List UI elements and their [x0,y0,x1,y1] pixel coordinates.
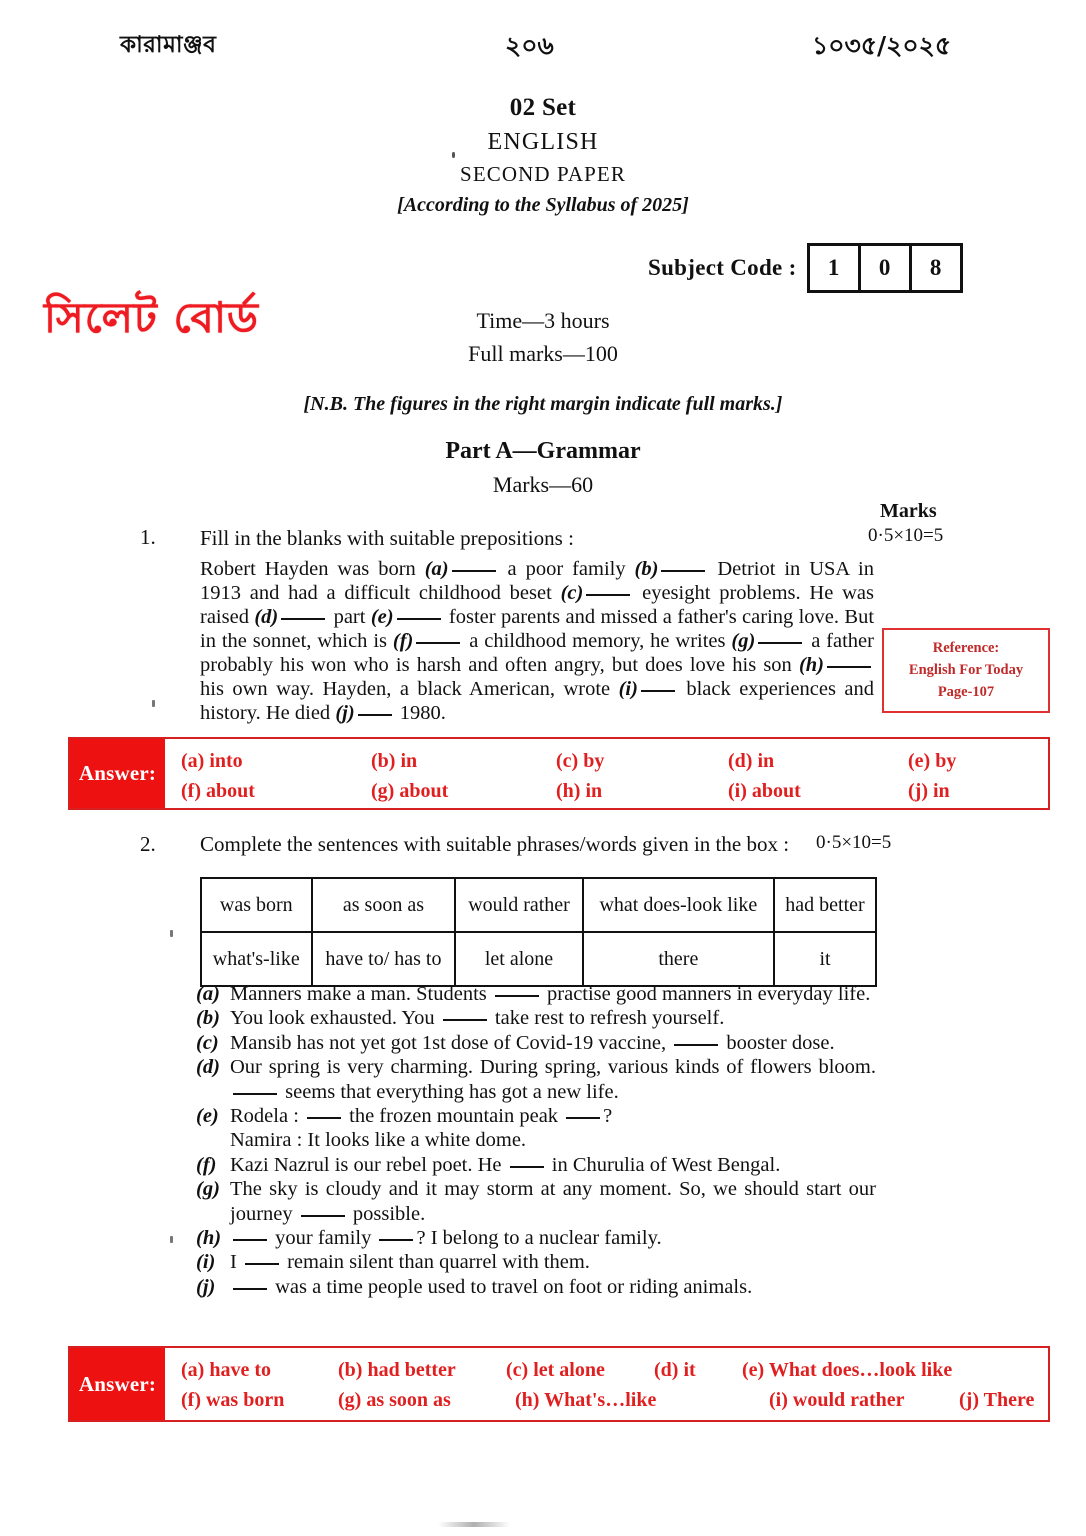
answer-item: (d) in [728,749,775,772]
blank-line [358,703,392,716]
sentence-part: possible. [347,1202,426,1225]
answer-item: (c) by [556,749,605,772]
question-1-passage [200,557,874,725]
answer-item: (h) What's…like [515,1388,657,1411]
item-text [230,1250,876,1274]
item-text [230,1153,876,1177]
answer-content [165,1348,1048,1420]
word-bank-cell: there [583,932,774,986]
sentence-part: Kazi Nazrul is our rebel poet. He [230,1153,507,1176]
sentence-part: take rest to refresh yourself. [489,1007,725,1030]
marks-column-header: Marks [880,500,937,522]
word-bank-table [200,877,877,987]
blank-line [495,984,539,997]
word-bank-cell: let alone [455,932,582,986]
list-item [196,1055,876,1104]
word-bank-cell: was born [201,878,312,932]
answer-item: (j) There [959,1388,1035,1411]
sentence-part: You look exhausted. You [230,1007,440,1030]
answer-item: (i) about [728,779,801,802]
passage-text: a childhood memory, he writes [463,630,732,652]
passage-text: a father probably his won who is harsh and often angry, but does love his son [200,630,874,676]
subject-code-group [648,243,963,293]
item-label-c: (c) [196,1031,219,1054]
subject-code-digit: 0 [861,246,912,290]
item-text [230,1104,876,1128]
sentence-part: in Churulia of West Bengal. [546,1153,781,1176]
blank-label-j: (j) [335,702,355,724]
answer-item: (a) into [181,749,243,772]
blank-label-c: (c) [560,582,584,604]
sentence-part: remain silent than quarrel with them. [281,1251,590,1274]
answer-row [181,1385,1048,1415]
passage-text: 1980. [394,702,446,724]
item-text [230,1275,876,1299]
blank-label-b: (b) [634,558,659,580]
passage-text: his own way. Hayden, a black American, wrote [200,678,619,700]
answer-item: (i) would rather [769,1388,905,1411]
scan-artifact-tick [170,1236,173,1243]
item-text [230,1226,876,1250]
part-a-marks: Marks—60 [492,472,594,497]
exam-time-marks-block [0,308,1086,374]
sentence-part: seems that everything has got a new life. [280,1080,619,1103]
item-text [230,1006,876,1030]
board-name-stamp: সিলেট বোর্ড [44,293,259,342]
table-row [201,932,876,986]
question-2-marks: 0·5×10=5 [816,832,892,853]
list-item [196,1177,876,1226]
passage-text: part [328,606,371,628]
set-label: 02 Set [509,94,577,121]
answer-item: (j) in [908,779,950,802]
blank-line [661,559,705,572]
sentence-part: Manners make a man. Students [230,983,492,1005]
blank-line [443,1008,487,1021]
sentence-part: was a time people used to travel on foot or riding animals. [270,1275,753,1298]
answer-item: (b) in [371,749,418,772]
answer-box-question-2 [68,1346,1050,1422]
paper-title [0,162,1086,187]
item-label-h: (h) [196,1227,222,1250]
blank-line [758,631,802,644]
blank-line [586,583,630,596]
list-item [196,1275,876,1299]
answer-content [165,739,1048,808]
list-item [196,1104,876,1128]
reference-line-3: Page-107 [937,684,995,700]
blank-line [233,1277,267,1290]
dialogue-reply-line: Namira : It looks like a white dome. [230,1129,527,1152]
blank-line [827,655,871,668]
passage-text: foster parents and missed a father's caring love. But in the sonnet, which is [200,606,875,652]
question-1-stem: Fill in the blanks with suitable prepositions : [200,526,574,550]
part-a-heading: Part A—Grammar [445,438,641,464]
list-item [196,1153,876,1177]
passage-text: black experiences and history. He died [200,678,874,724]
passage-text: Detriot in USA in 1913 and had a difficult childhood beset [200,558,874,604]
word-bank-cell: what does-look like [583,878,774,932]
header-right-code-year: ১০৩৫/২০২৫ [812,31,952,60]
reference-box [882,628,1050,713]
scan-artifact-dot [452,152,455,158]
item-label-b: (b) [196,1007,220,1030]
passage-text: a poor family [498,558,635,580]
scan-artifact-tick [170,930,173,937]
word-bank-cell: as soon as [312,878,456,932]
nota-bene-note: [N.B. The figures in the right margin indicate full marks.] [303,393,783,415]
syllabus-note: [According to the Syllabus of 2025] [397,194,689,216]
blank-line [452,559,496,572]
word-bank-cell: have to/ has to [312,932,456,986]
answer-item: (f) was born [181,1388,285,1411]
header-left-bengali-label: কারামাঞ্জব [120,32,217,58]
item-label-f: (f) [196,1153,217,1176]
list-item [196,1250,876,1274]
item-label-j: (j) [196,1275,216,1298]
answer-label: Answer: [70,1348,165,1420]
blank-label-f: (f) [392,630,414,652]
blank-line [301,1204,345,1217]
item-label-d: (d) [196,1056,220,1079]
item-text [230,1177,876,1226]
exam-full-marks: Full marks—100 [468,341,618,366]
blank-line [307,1106,341,1119]
item-text [230,1055,876,1104]
sentence-part: the frozen mountain peak [344,1105,564,1128]
scan-artifact-tick [152,700,155,707]
answer-item: (f) about [181,779,255,802]
page-header-row [0,26,1086,68]
question-2-number: 2. [140,832,156,856]
blank-label-d: (d) [254,606,279,628]
list-item [196,1006,876,1030]
answer-row [181,1355,1048,1385]
sentence-part: Our spring is very charming. During spring, various kinds of flowers bloom. [230,1056,876,1079]
blank-line [233,1228,267,1241]
answer-item: (d) it [654,1358,696,1381]
blank-label-e: (e) [370,606,394,628]
sentence-part: I [230,1251,242,1274]
answer-box-question-1 [68,737,1050,810]
answer-item: (e) by [908,749,957,772]
blank-label-a: (a) [424,558,449,580]
list-item [196,982,876,1006]
answer-row [181,776,1048,806]
subject-code-label: Subject Code : [648,255,797,280]
item-text [230,1031,876,1055]
list-item [196,1226,876,1250]
sentence-part: ? [603,1105,613,1128]
question-1-number: 1. [140,525,156,549]
answer-item: (g) about [371,779,449,802]
blank-label-h: (h) [798,654,824,676]
item-text [230,982,876,1006]
sentence-part: Rodela : [230,1105,305,1128]
list-item [196,1031,876,1055]
passage-text: eyesight problems. He was raised [200,582,874,628]
item-label-e: (e) [196,1105,219,1128]
blank-label-i: (i) [618,678,638,700]
item-label-a: (a) [196,983,220,1005]
answer-row [181,746,1048,776]
passage-text: Robert Hayden was born [200,558,425,580]
answer-label: Answer: [70,739,165,808]
answer-item: (g) as soon as [338,1388,451,1411]
subject-code-digit: 8 [912,246,960,290]
answer-item: (a) have to [181,1358,271,1381]
blank-line [641,679,675,692]
blank-line [245,1252,279,1265]
reference-line-2: English For Today [908,662,1024,678]
scan-artifact-smudge [438,1522,510,1527]
blank-line [416,631,460,644]
exam-duration: Time—3 hours [476,308,610,333]
word-bank-cell: it [774,932,876,986]
sentence-part: your family [270,1227,377,1250]
blank-label-g: (g) [731,630,756,652]
sentence-part: booster dose. [721,1031,835,1054]
answer-item: (b) had better [338,1358,456,1381]
table-row [201,878,876,932]
sentence-part: practise good manners in everyday life. [541,983,871,1005]
blank-line [281,607,325,620]
blank-line [674,1033,718,1046]
blank-line [510,1155,544,1168]
blank-line [233,1082,277,1095]
reference-line-1: Reference: [932,640,1000,656]
sentence-part: The sky is cloudy and it may storm at any moment. So, we should start our journey [230,1178,876,1225]
item-label-i: (i) [196,1251,216,1274]
word-bank-cell: would rather [455,878,582,932]
title-block [0,94,1086,217]
paper-title-text: SECOND PAPER [460,162,626,186]
question-2-stem: Complete the sentences with suitable phrases/words given in the box : [200,832,790,856]
item-label-g: (g) [196,1178,220,1201]
header-center-page-number: ২০৬ [505,31,554,60]
question-2-item-list [196,982,876,1299]
word-bank-cell: what's-like [201,932,312,986]
answer-item: (h) in [556,779,603,802]
word-bank-cell: had better [774,878,876,932]
blank-line [397,607,441,620]
subject-title: ENGLISH [487,129,599,155]
subject-code-digit: 1 [810,246,861,290]
sentence-part: Mansib has not yet got 1st dose of Covid-19 vaccine, [230,1031,672,1054]
subject-code-boxes [807,243,963,293]
sentence-part: ? I belong to a nuclear family. [416,1227,662,1250]
blank-line [566,1106,600,1119]
question-1-marks: 0·5×10=5 [868,525,944,546]
blank-line [379,1228,413,1241]
answer-item: (e) What does…look like [742,1358,953,1381]
answer-item: (c) let alone [506,1358,605,1381]
